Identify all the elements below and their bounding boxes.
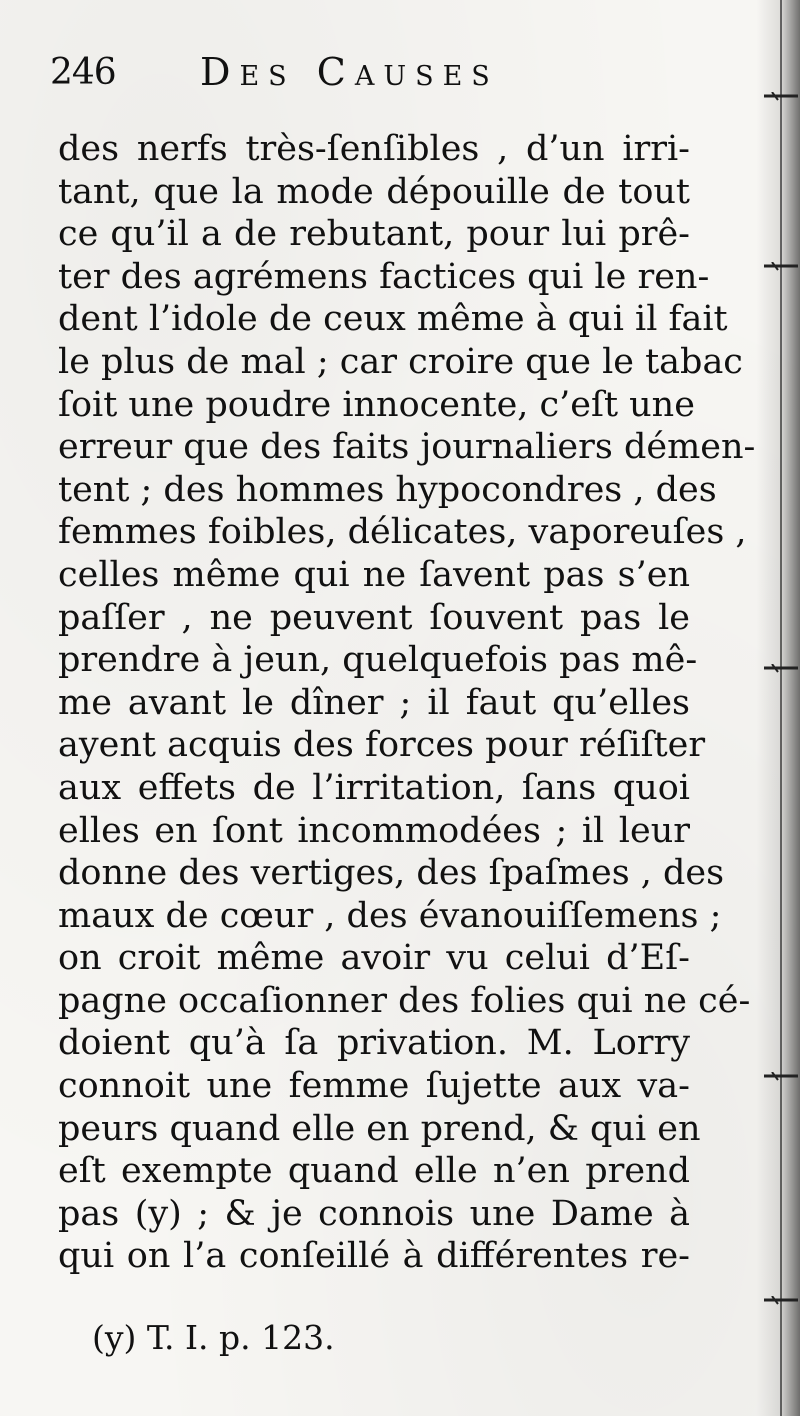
text-line: ce qu’il a de rebutant, pour lui prê- bbox=[58, 214, 690, 255]
text-line: femmes foibles, délicates, vaporeuſes , bbox=[58, 512, 747, 553]
running-head: Des Causes bbox=[200, 50, 499, 94]
binding-stitch bbox=[764, 664, 798, 673]
text-line: maux de cœur , des évanouiſſemens ; bbox=[58, 895, 722, 936]
text-line: prendre à jeun, quelquefois pas mê- bbox=[58, 640, 698, 681]
text-line: ter des agrémens factices qui le ren- bbox=[58, 256, 710, 297]
text-line: on croit même avoir vu celui d’Eſ- bbox=[58, 938, 690, 979]
binding-stitch bbox=[764, 1072, 798, 1081]
text-line: tent ; des hommes hypocondres , des bbox=[58, 469, 717, 510]
text-line: des nerfs très-ſenſibles , d’un irri- bbox=[58, 129, 690, 169]
footnote: (y) T. I. p. 123. bbox=[92, 1318, 335, 1357]
text-line: elles en ſont incommodées ; il leur bbox=[58, 810, 690, 851]
text-line: le plus de mal ; car croire que le tabac bbox=[58, 341, 743, 382]
text-line: peurs quand elle en prend, & qui en bbox=[58, 1108, 701, 1149]
binding-stitch bbox=[764, 262, 798, 271]
text-line: dent l’idole de ceux même à qui il fait bbox=[58, 299, 728, 340]
text-line: pas (y) ; & je connois une Dame à bbox=[58, 1193, 690, 1234]
text-line: pagne occaſionner des folies qui ne cé- bbox=[58, 980, 751, 1021]
text-line: erreur que des faits journaliers démen- bbox=[58, 427, 756, 468]
text-line: tant, que la mode dépouille de tout bbox=[58, 171, 690, 212]
text-line: eſt exempte quand elle n’en prend bbox=[58, 1151, 690, 1192]
text-line: ſoit une poudre innocente, c’eſt une bbox=[58, 384, 695, 425]
page-number: 246 bbox=[50, 52, 116, 93]
text-line: celles même qui ne ſavent pas s’en bbox=[58, 554, 690, 595]
binding-stitch bbox=[764, 1296, 798, 1305]
text-line: donne des vertiges, des ſpaſmes , des bbox=[58, 853, 725, 894]
text-line: me avant le dîner ; il faut qu’elles bbox=[58, 682, 690, 723]
text-line: doient qu’à ſa privation. M. Lorry bbox=[58, 1023, 690, 1064]
body-text bbox=[58, 128, 756, 1278]
text-line: aux effets de l’irritation, ſans quoi bbox=[58, 767, 690, 808]
page-gutter-shadow bbox=[756, 0, 800, 1416]
text-line: ayent acquis des forces pour réſiſter bbox=[58, 725, 706, 766]
page-header bbox=[50, 50, 690, 100]
text-line: paſſer , ne peuvent ſouvent pas le bbox=[58, 597, 690, 638]
text-line: connoit une femme ſujette aux va- bbox=[58, 1066, 690, 1107]
page-edge bbox=[780, 0, 782, 1416]
binding-stitch bbox=[764, 92, 798, 101]
text-line: qui on l’a conſeillé à différentes re- bbox=[58, 1236, 690, 1277]
